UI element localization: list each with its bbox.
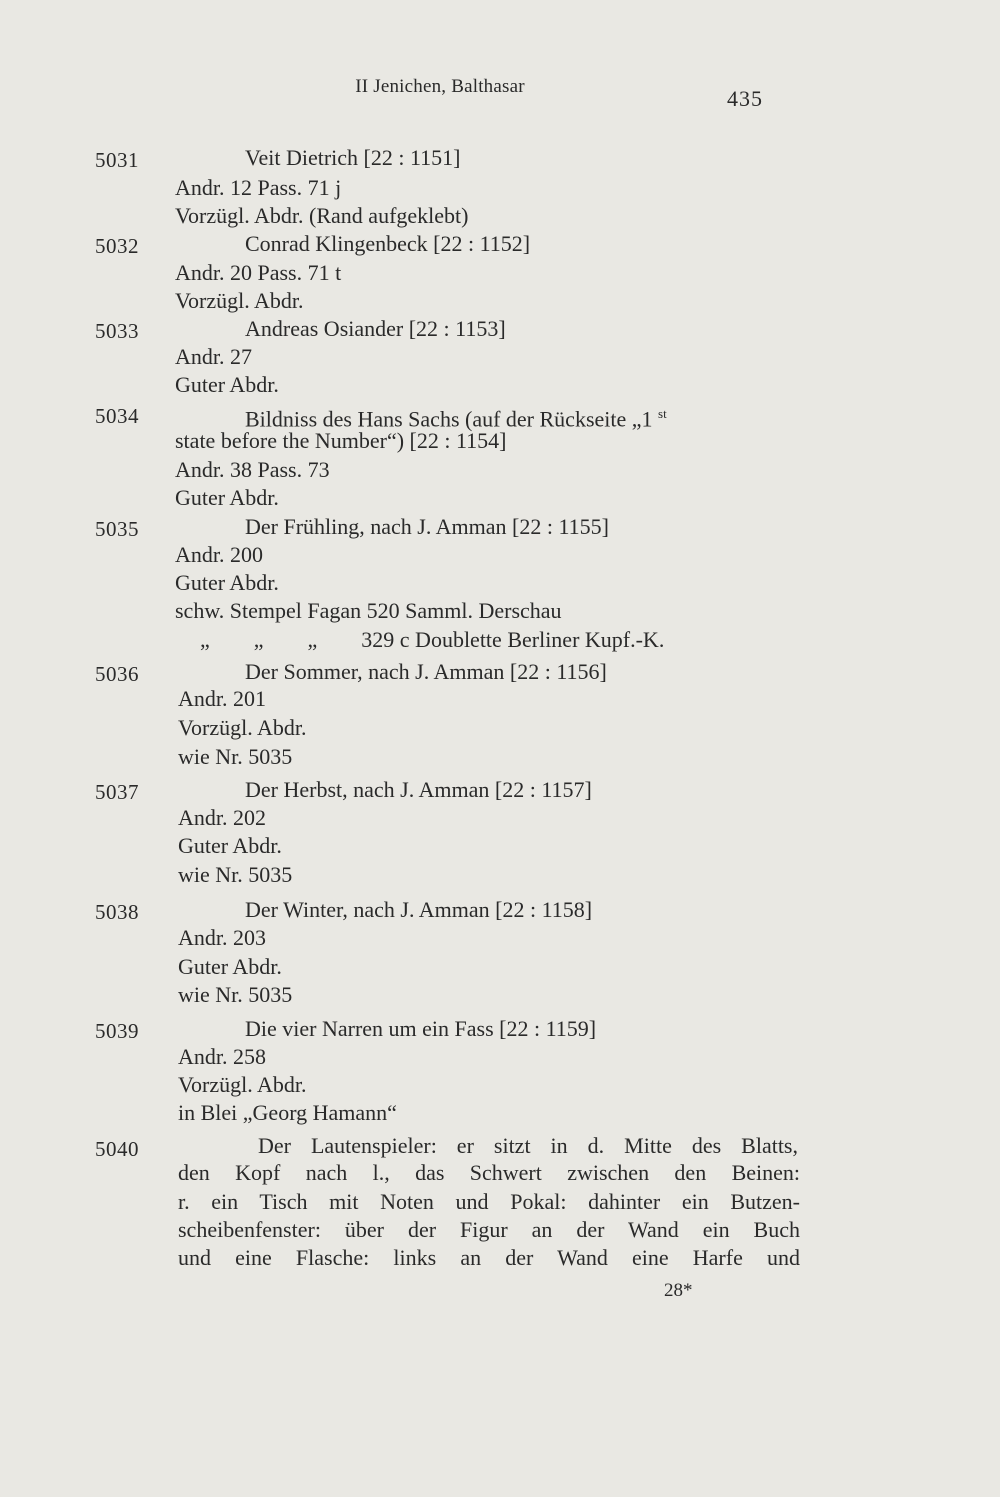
entry-number: 5040 — [95, 1137, 139, 1161]
entry-title-text: Bildniss des Hans Sachs (auf der Rückseite „1 — [245, 406, 653, 432]
entry-line: Andr. 27 — [175, 344, 252, 369]
entry-line: wie Nr. 5035 — [178, 744, 293, 769]
entry-number: 5032 — [95, 234, 139, 258]
entry-number: 5031 — [95, 148, 139, 172]
entry-line: Guter Abdr. — [175, 570, 279, 595]
entry-line: Vorzügl. Abdr. — [175, 288, 304, 313]
entry-title: Der Herbst, nach J. Amman [22 : 1157] — [245, 777, 592, 802]
entry-line: den Kopf nach l., das Schwert zwischen den Beinen: — [178, 1160, 800, 1185]
entry-line: in Blei „Georg Hamann“ — [178, 1100, 397, 1125]
entry-line: und eine Flasche: links an der Wand eine Harfe und — [178, 1245, 800, 1270]
entry-number: 5033 — [95, 319, 139, 343]
entry-title: Conrad Klingenbeck [22 : 1152] — [245, 231, 531, 256]
entry-line: Guter Abdr. — [175, 372, 279, 397]
entry-number: 5034 — [95, 404, 139, 428]
entry-line: Andr. 258 — [178, 1044, 266, 1069]
entry-line: wie Nr. 5035 — [178, 982, 293, 1007]
entry-title: Andreas Osiander [22 : 1153] — [245, 316, 506, 341]
entry-line: Guter Abdr. — [178, 833, 282, 858]
entry-line: Guter Abdr. — [178, 954, 282, 979]
entry-line: scheibenfenster: über der Figur an der Wand ein Buch — [178, 1217, 800, 1242]
entry-title: Die vier Narren um ein Fass [22 : 1159] — [245, 1016, 597, 1041]
entry-line: Andr. 202 — [178, 805, 266, 830]
page-number: 435 — [727, 86, 763, 111]
entry-title: Der Lautenspieler: er sitzt in d. Mitte des Blatts, — [258, 1133, 798, 1158]
entry-line: „ „ „ 329 c Doublette Berliner Kupf.-K. — [200, 627, 665, 652]
running-head: II Jenichen, Balthasar — [355, 76, 525, 97]
entry-number: 5038 — [95, 900, 139, 924]
entry-line: schw. Stempel Fagan 520 Samml. Derschau — [175, 598, 562, 623]
entry-title: Der Sommer, nach J. Amman [22 : 1156] — [245, 659, 607, 684]
entry-number: 5039 — [95, 1019, 139, 1043]
entry-line: Andr. 12 Pass. 71 j — [175, 175, 342, 200]
entry-line: Andr. 201 — [178, 686, 266, 711]
entry-number: 5036 — [95, 662, 139, 686]
entry-number: 5037 — [95, 780, 139, 804]
entry-line: state before the Number“) [22 : 1154] — [175, 428, 507, 453]
entry-line: Andr. 20 Pass. 71 t — [175, 260, 342, 285]
entry-line: Vorzügl. Abdr. (Rand aufgeklebt) — [175, 203, 469, 228]
entry-line: Andr. 38 Pass. 73 — [175, 457, 330, 482]
entry-line: Vorzügl. Abdr. — [178, 1072, 307, 1097]
entry-line: r. ein Tisch mit Noten und Pokal: dahinter ein Butzen- — [178, 1189, 800, 1214]
superscript: st — [658, 406, 667, 421]
entry-line: Andr. 203 — [178, 925, 266, 950]
entry-line: Vorzügl. Abdr. — [178, 715, 307, 740]
entry-number: 5035 — [95, 517, 139, 541]
entry-title: Veit Dietrich [22 : 1151] — [245, 145, 461, 170]
entry-line: Andr. 200 — [175, 542, 263, 567]
signature-mark: 28* — [664, 1280, 693, 1301]
entry-line: wie Nr. 5035 — [178, 862, 293, 887]
entry-title: Der Winter, nach J. Amman [22 : 1158] — [245, 897, 593, 922]
entry-line: Guter Abdr. — [175, 485, 279, 510]
entry-title: Der Frühling, nach J. Amman [22 : 1155] — [245, 514, 609, 539]
